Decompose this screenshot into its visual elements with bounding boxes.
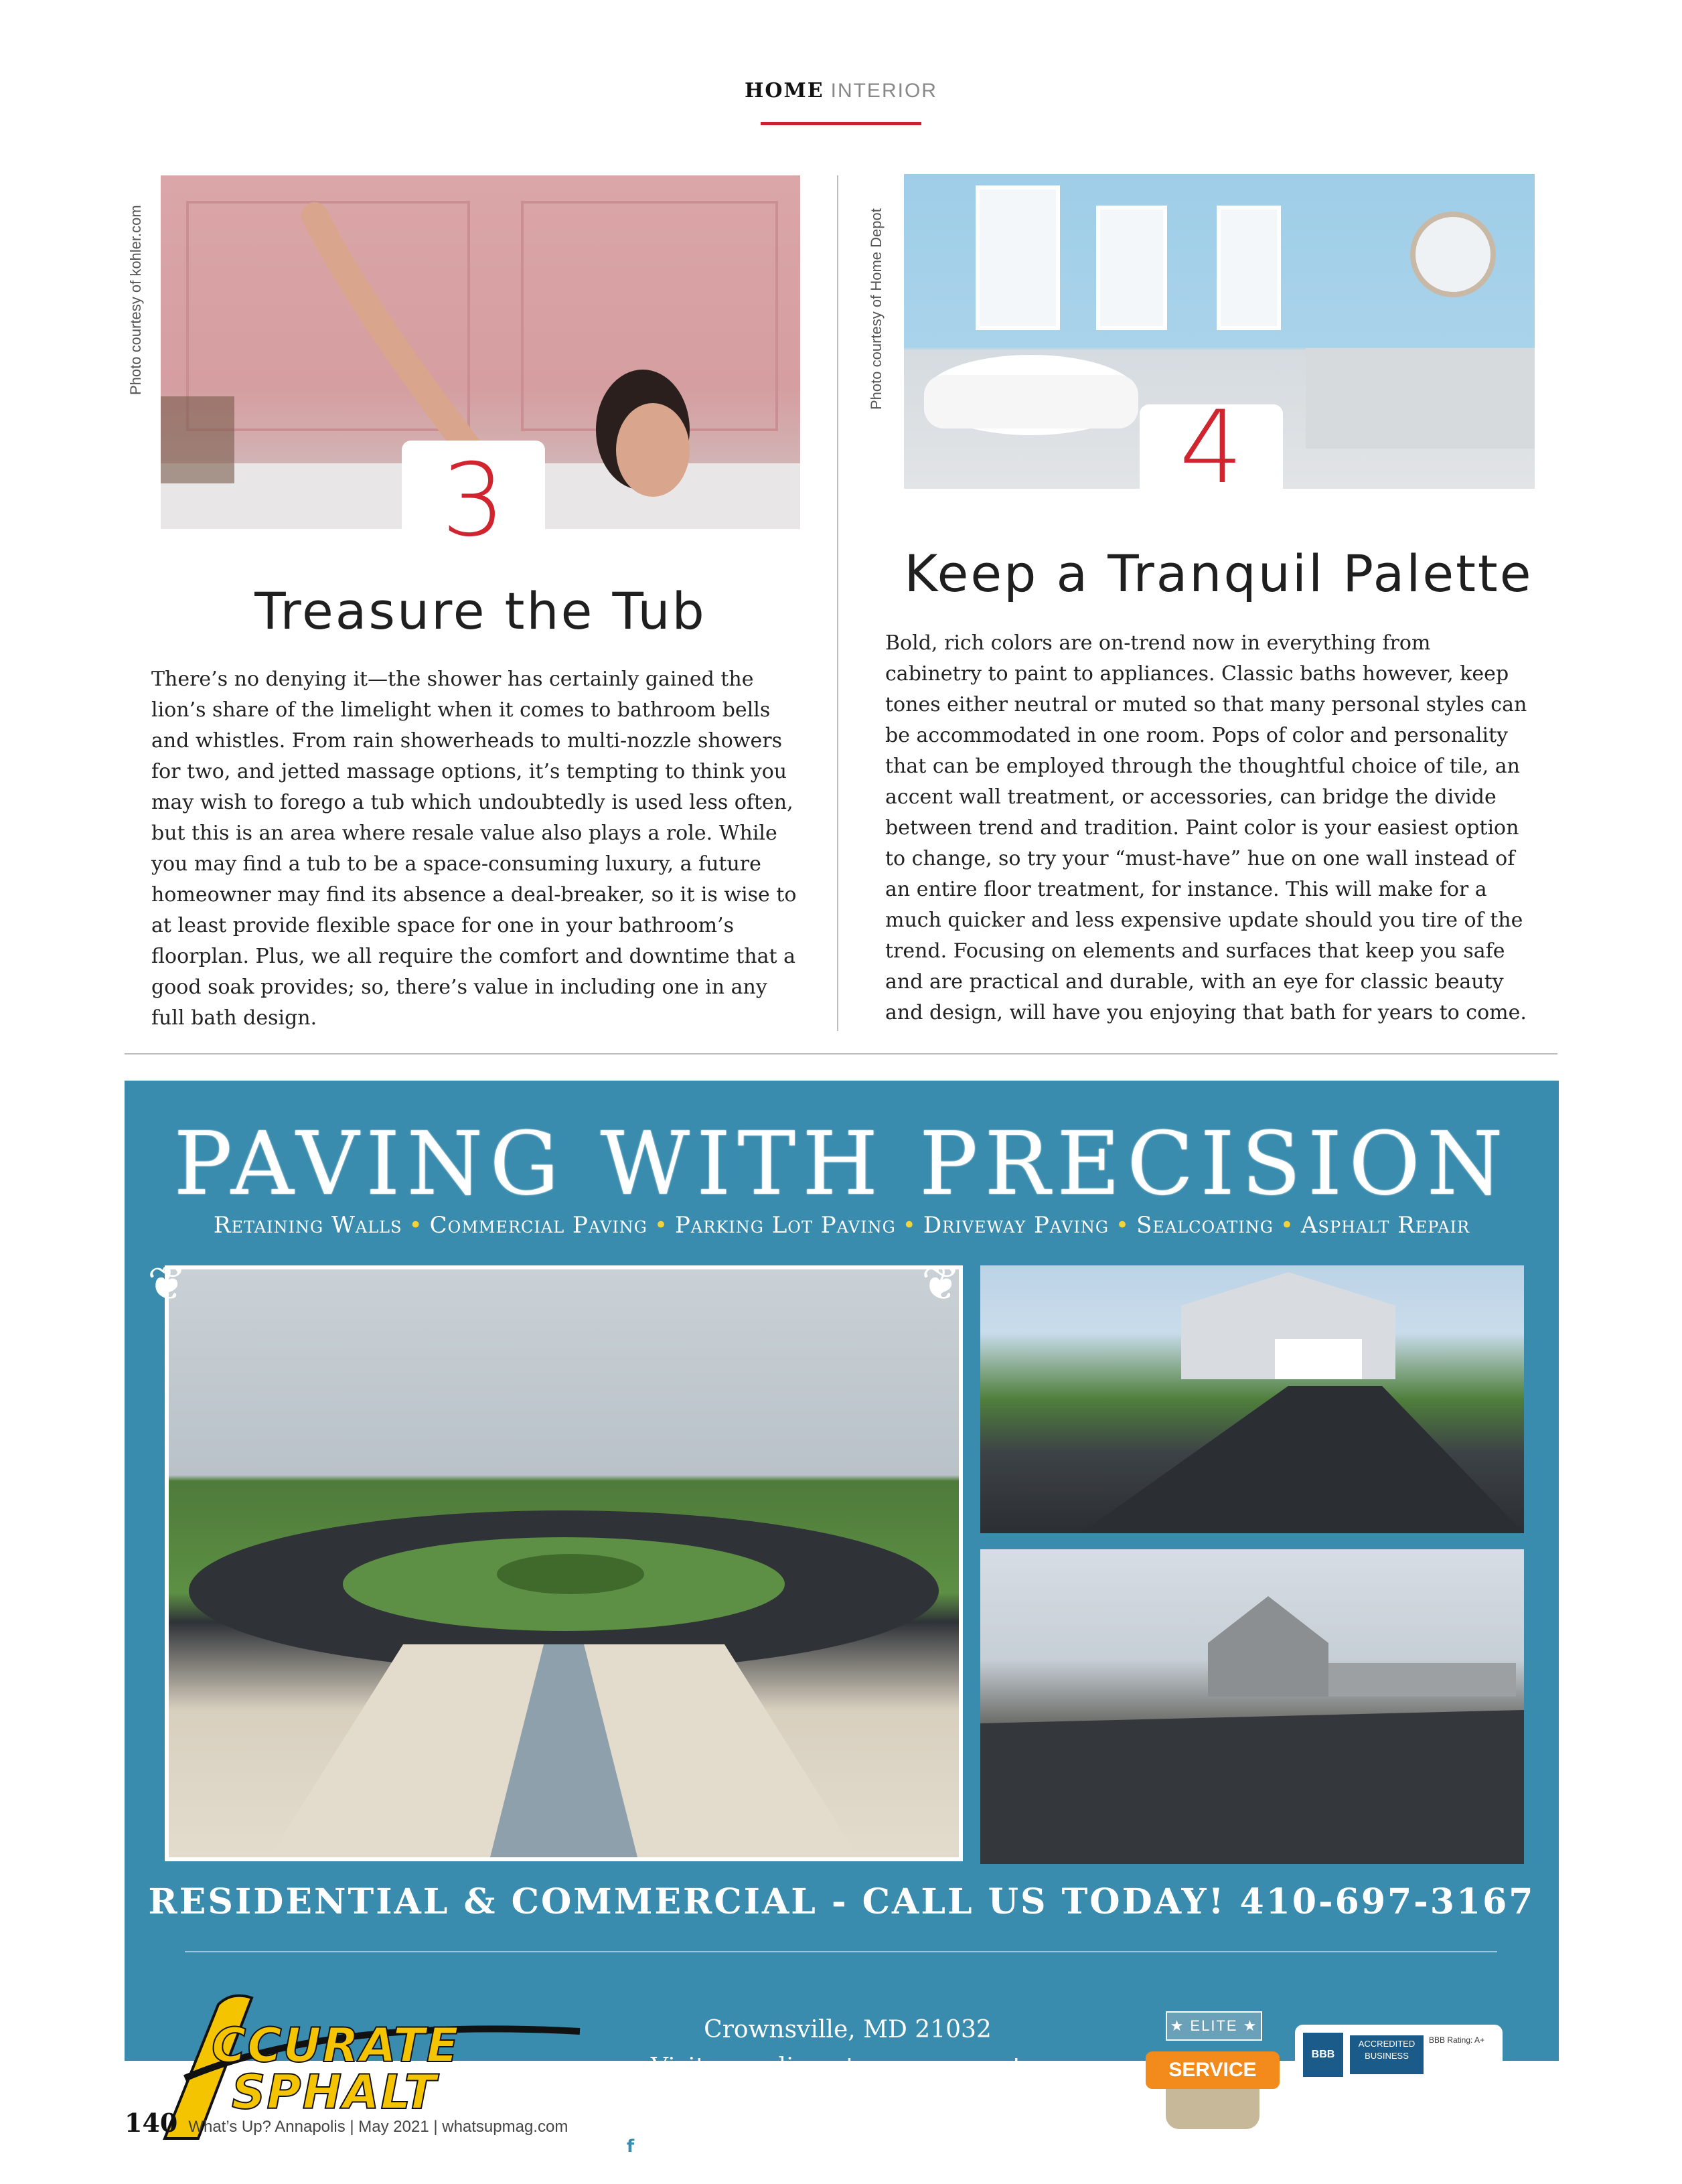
ad-service: Driveway Paving (923, 1212, 1110, 1239)
elite-badge-main: SERVICE (1146, 2051, 1280, 2089)
house-illustration (980, 1265, 1524, 1533)
ad-mhic-license: MHIC # 05-136088 (1309, 2098, 1491, 2122)
section-header (0, 79, 1682, 102)
heading-keep-a-tranquil-palette: Keep a Tranquil Palette (904, 544, 1533, 603)
facebook-icon: f (620, 2136, 640, 2156)
header-section: INTERIOR (830, 80, 937, 102)
ad-photo-circular-driveway (165, 1265, 963, 1861)
ad-location: Crownsville, MD 21032 (704, 2016, 992, 2043)
ad-contact-info (620, 2011, 1075, 2161)
ad-photo-parking-lot (980, 1549, 1524, 1864)
section-divider (125, 1053, 1557, 1055)
bullet-icon: • (902, 1212, 917, 1239)
page-footer (125, 2108, 568, 2138)
bullet-icon: • (1116, 1212, 1130, 1239)
elite-badge-ribbon (1166, 2089, 1259, 2129)
bullet-icon: • (654, 1212, 669, 1239)
ad-service: Asphalt Repair (1300, 1212, 1470, 1239)
elite-service-badge (1146, 2011, 1280, 2145)
body-text-4: Bold, rich colors are on-trend now in everything from cabinetry to paint to appliances. Classic baths however, keep tones either neutral or muted so that many personal styles can be accommodated in one room. Pops of color and personality that can be employed through the thoughtful choice of tile, an accent wall treatment, or accessories, can bridge the divide between trend and tradition. Paint color is your easiest option to change, so try your “must-have” hue on one wall instead of an entire floor treatment, for instance. This will make for a much quicker and less expensive update should you tire of the trend. Focusing on elements and surfaces that keep you safe and are practical and durable, with an eye for classic beauty and design, will have you enjoying that bath for years to come. (885, 631, 1527, 1024)
ad-call-to-action: RESIDENTIAL & COMMERCIAL - CALL US TODAY! 410-697-3167 (148, 1881, 1535, 1922)
header-home: HOME (745, 79, 824, 102)
heading-treasure-the-tub: Treasure the Tub (254, 581, 706, 641)
ad-divider (185, 1951, 1497, 1952)
bbb-label: ACCREDITED BUSINESS (1350, 2035, 1424, 2074)
ad-service: Commercial Paving (429, 1212, 647, 1239)
ad-title: PAVING WITH PRECISION (173, 1113, 1510, 1215)
column-divider (837, 175, 838, 1031)
body-text-3: There’s no denying it—the shower has certainly gained the lion’s share of the limelight when it comes to bathroom bells and whistles. From rain showerheads to multi-nozzle showers for two, and jetted massage options, it’s tempting to think you may wish to forego a tub which undoubtedly is used less often, but this is an area where resale value also plays a role. While you may find a tub to be a space-consuming luxury, a future homeowner may find its absence a deal-breaker, so it is wise to at least provide flexible space for one in your bathroom’s floorplan. Plus, we all require the comfort and downtime that a good soak provides; so, there’s value in including one in any full bath design. (151, 668, 797, 1030)
footer-publication-text: What’s Up? Annapolis | May 2021 | whatsupmag.com (188, 2118, 568, 2136)
bbb-accredited-badge (1295, 2025, 1503, 2085)
parking-lot-illustration (980, 1549, 1524, 1864)
ad-service: Retaining Walls (213, 1212, 402, 1239)
ornament-icon: ❦ (921, 1256, 961, 1311)
ad-services-list (125, 1212, 1559, 1239)
item-number-3: 3 (402, 441, 545, 541)
bbb-rating: BBB Rating: A+ (1429, 2035, 1485, 2045)
item-number-4: 4 (1140, 404, 1283, 505)
ad-service: Parking Lot Paving (675, 1212, 896, 1239)
ad-facebook-text: Facebook.com/AccurateAsphaltMD (645, 2128, 1075, 2156)
bbb-torch-icon: BBB (1303, 2033, 1343, 2077)
logo-line1: CCURATE (212, 2018, 460, 2073)
ad-photo-house-driveway (980, 1265, 1524, 1533)
driveway-illustration (169, 1269, 959, 1857)
elite-badge-top-text: ELITE (1190, 2017, 1238, 2034)
bullet-icon: • (408, 1212, 423, 1239)
ornament-icon: ❦ (147, 1256, 187, 1311)
photo-credit-tub: Photo courtesy of kohler.com (127, 205, 144, 395)
ad-service: Sealcoating (1136, 1212, 1274, 1239)
photo-credit-bath: Photo courtesy of Home Depot (868, 208, 885, 410)
logo-line2: SPHALT (232, 2065, 438, 2120)
page-number: 140 (125, 2108, 178, 2138)
elite-badge-top: ★ ELITE ★ (1166, 2011, 1262, 2041)
bullet-icon: • (1280, 1212, 1294, 1239)
ad-facebook-link[interactable] (620, 2124, 1075, 2161)
ad-website-link[interactable]: Visit us online at www.accurate-asphalt.com (650, 2053, 1045, 2118)
header-underline (761, 122, 921, 125)
